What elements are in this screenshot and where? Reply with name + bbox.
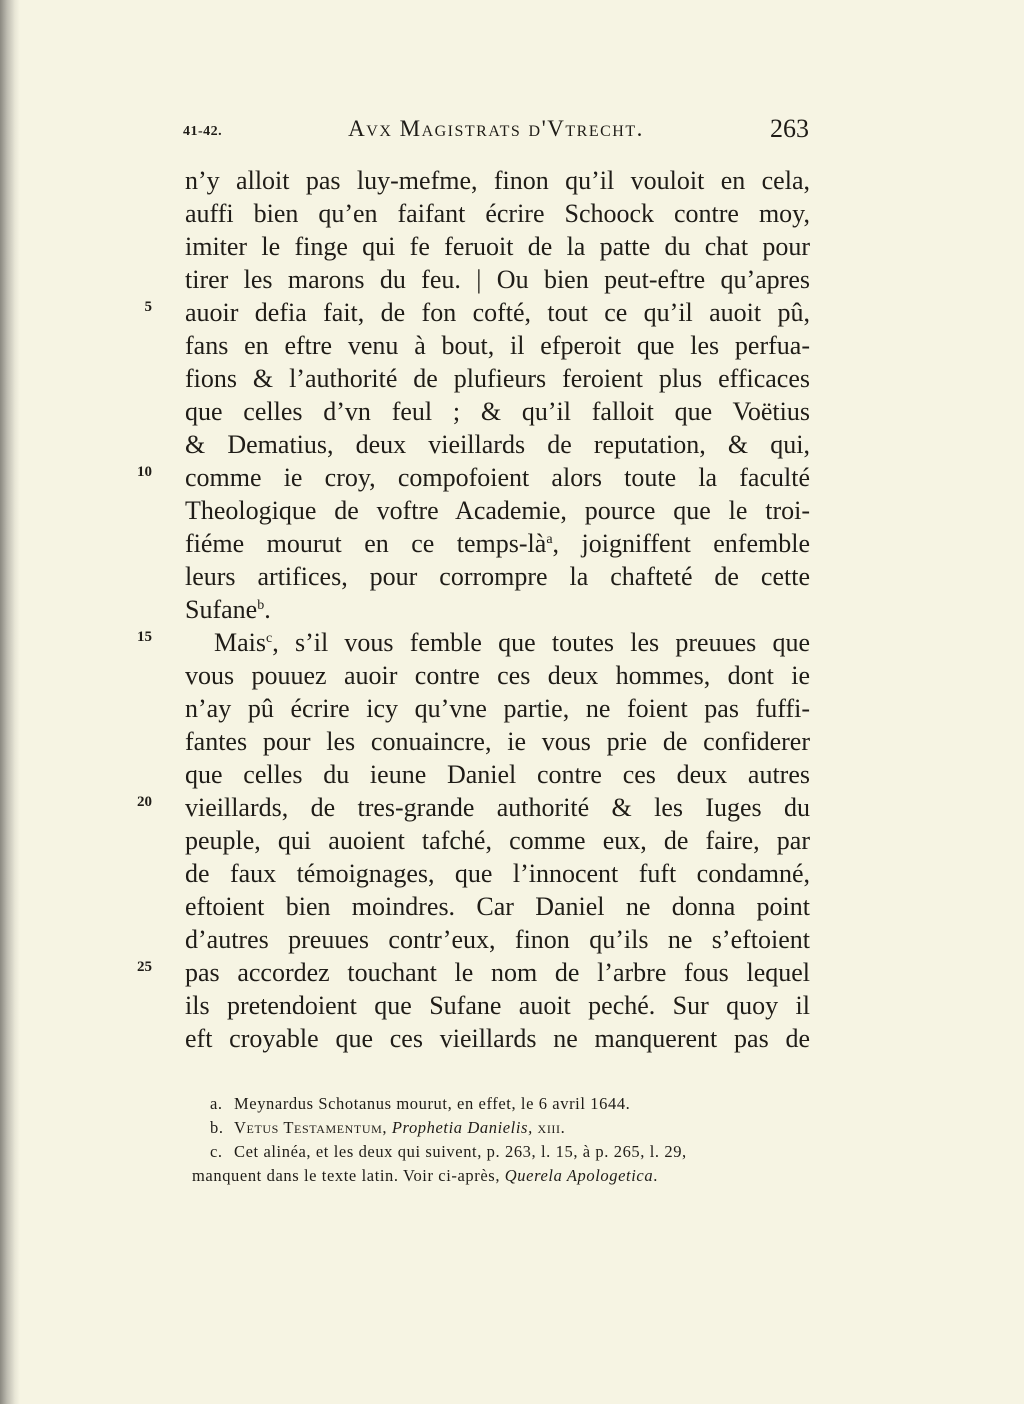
- line-text: [185, 329, 810, 362]
- line-text-segment: n’ay pû écrire icy qu’vne partie, ne foient pas fuffi-: [185, 694, 810, 723]
- line-text-segment: , s’il vous femble que toutes les preuues que: [272, 628, 810, 657]
- text-line: [0, 329, 1024, 362]
- footnote-marker[interactable]: a: [546, 532, 553, 547]
- text-line: [0, 362, 1024, 395]
- line-text: [185, 428, 810, 461]
- line-text-segment: que celles du ieune Daniel contre ces deux autres: [185, 760, 810, 789]
- line-text: [185, 824, 810, 857]
- line-number: 15: [137, 629, 152, 645]
- text-line: [0, 263, 1024, 296]
- line-text: [185, 362, 810, 395]
- footnote-text: Meynardus Schotanus mourut, en effet, le 6 avril 1644.: [234, 1094, 631, 1113]
- line-text: [185, 230, 810, 263]
- line-text-segment: , joigniffent enfemble: [552, 529, 810, 558]
- text-line: [0, 890, 1024, 923]
- line-text: [185, 560, 810, 593]
- footnote-chapter: xiii.: [537, 1118, 566, 1137]
- line-text: [214, 626, 810, 659]
- text-line: [0, 461, 1024, 494]
- footnote-marker[interactable]: c: [266, 631, 273, 646]
- line-text-segment: vieillards, de tres-grande authorité & les Iuges du: [185, 793, 810, 822]
- running-header: [183, 114, 809, 148]
- line-text-segment: d’autres preuues contr’eux, finon qu’ils ne s’eftoient: [185, 925, 810, 954]
- footnotes: [192, 1092, 812, 1188]
- text-line: [0, 197, 1024, 230]
- line-text-segment: ils pretendoient que Sufane auoit peché. Sur quoy il: [185, 991, 810, 1020]
- line-text-segment: comme ie croy, compofoient alors toute la faculté: [185, 463, 810, 492]
- footnote-label: c.: [210, 1142, 223, 1161]
- line-text-segment: Theologique de voftre Academie, pource que le troi-: [185, 496, 810, 525]
- footnote-text: Cet alinéa, et les deux qui suivent, p. 263, l. 15, à p. 265, l. 29,: [234, 1142, 687, 1161]
- line-text-segment: fiéme mourut en ce temps-là: [185, 529, 547, 558]
- text-line: [0, 956, 1024, 989]
- line-text-segment: leurs artifices, pour corrompre la chafteté de cette: [185, 562, 810, 591]
- line-text: [185, 164, 810, 197]
- line-text-segment: eftoient bien moindres. Car Daniel ne donna point: [185, 892, 810, 921]
- footnote-marker[interactable]: b: [257, 598, 265, 613]
- line-text-segment: eft croyable que ces vieillards ne manquerent pas de: [185, 1024, 810, 1053]
- text-line: [0, 725, 1024, 758]
- folio-reference: 41-42.: [183, 124, 223, 139]
- line-text: [185, 725, 810, 758]
- line-text-segment: .: [264, 595, 271, 624]
- text-line: [0, 923, 1024, 956]
- footnote-b: [192, 1116, 812, 1140]
- line-text: [185, 758, 810, 791]
- text-line: [0, 296, 1024, 329]
- line-text-segment: fans en eftre venu à bout, il efperoit que les perfua-: [185, 331, 810, 360]
- footnote-a: [192, 1092, 812, 1116]
- line-text: [185, 659, 810, 692]
- footnote-c: [192, 1140, 812, 1164]
- text-line: [0, 494, 1024, 527]
- text-line: [0, 989, 1024, 1022]
- text-line: [0, 560, 1024, 593]
- line-text-segment: peuple, qui auoient tafché, comme eux, de faire, par: [185, 826, 810, 855]
- line-number: 20: [137, 794, 152, 810]
- line-text: [185, 692, 810, 725]
- text-line: [0, 626, 1024, 659]
- line-text-segment: n’y alloit pas luy-mefme, finon qu’il vouloit en cela,: [185, 166, 810, 195]
- line-text: [185, 494, 810, 527]
- line-text-segment: fions & l’authorité de plufieurs feroient plus efficaces: [185, 364, 810, 393]
- line-text: [185, 593, 810, 626]
- line-text: [185, 197, 810, 230]
- footnote-label: b.: [210, 1118, 224, 1137]
- text-line: [0, 857, 1024, 890]
- footnote-text: .: [653, 1166, 658, 1185]
- line-text: [185, 296, 810, 329]
- line-text-segment: vous pouuez auoir contre ces deux hommes, dont ie: [185, 661, 810, 690]
- main-text: [0, 164, 1024, 1055]
- text-line: [0, 164, 1024, 197]
- footnote-c-continued: [192, 1164, 812, 1188]
- line-number: 10: [137, 464, 152, 480]
- text-line: [0, 1022, 1024, 1055]
- footnote-label: a.: [210, 1094, 223, 1113]
- footnote-book: Prophetia Danielis,: [391, 1118, 533, 1137]
- line-text-segment: imiter le finge qui fe feruoit de la patte du chat pour: [185, 232, 810, 261]
- line-text-segment: Sufane: [185, 595, 258, 624]
- text-line: [0, 428, 1024, 461]
- text-line: [0, 659, 1024, 692]
- line-text-segment: auffi bien qu’en faifant écrire Schoock contre moy,: [185, 199, 810, 228]
- line-text: [185, 890, 810, 923]
- line-text: [185, 263, 810, 296]
- text-line: [0, 692, 1024, 725]
- text-line: [0, 527, 1024, 560]
- line-number: 25: [137, 959, 152, 975]
- line-text-segment: Mais: [214, 628, 266, 657]
- line-text: [185, 989, 810, 1022]
- footnote-text: manquent dans le texte latin. Voir ci-après,: [192, 1166, 501, 1185]
- line-text: [185, 461, 810, 494]
- line-text-segment: de faux témoignages, que l’innocent fuft condamné,: [185, 859, 810, 888]
- text-line: [0, 593, 1024, 626]
- line-text-segment: que celles d’vn feul ; & qu’il falloit que Voëtius: [185, 397, 810, 426]
- footnote-source: Vetus Testamentum,: [234, 1118, 388, 1137]
- page-number: 263: [770, 114, 809, 143]
- line-text-segment: fantes pour les conuaincre, ie vous prie de confiderer: [185, 727, 810, 756]
- running-title: Avx Magistrats d'Vtrecht.: [348, 116, 644, 141]
- line-text: [185, 956, 810, 989]
- text-line: [0, 395, 1024, 428]
- line-text-segment: auoir defia fait, de fon cofté, tout ce qu’il auoit pû,: [185, 298, 810, 327]
- footnote-work-title: Querela Apologetica: [504, 1166, 654, 1185]
- line-text: [185, 1022, 810, 1055]
- text-line: [0, 758, 1024, 791]
- line-text: [185, 395, 810, 428]
- text-line: [0, 824, 1024, 857]
- line-number: 5: [144, 299, 152, 315]
- line-text-segment: & Dematius, deux vieillards de reputation, & qui,: [185, 430, 810, 459]
- line-text: [185, 857, 810, 890]
- line-text: [185, 791, 810, 824]
- line-text: [185, 527, 810, 560]
- line-text: [185, 923, 810, 956]
- line-text-segment: pas accordez touchant le nom de l’arbre fous lequel: [185, 958, 810, 987]
- text-line: [0, 791, 1024, 824]
- text-line: [0, 230, 1024, 263]
- line-text-segment: tirer les marons du feu. | Ou bien peut-eftre qu’apres: [185, 265, 810, 294]
